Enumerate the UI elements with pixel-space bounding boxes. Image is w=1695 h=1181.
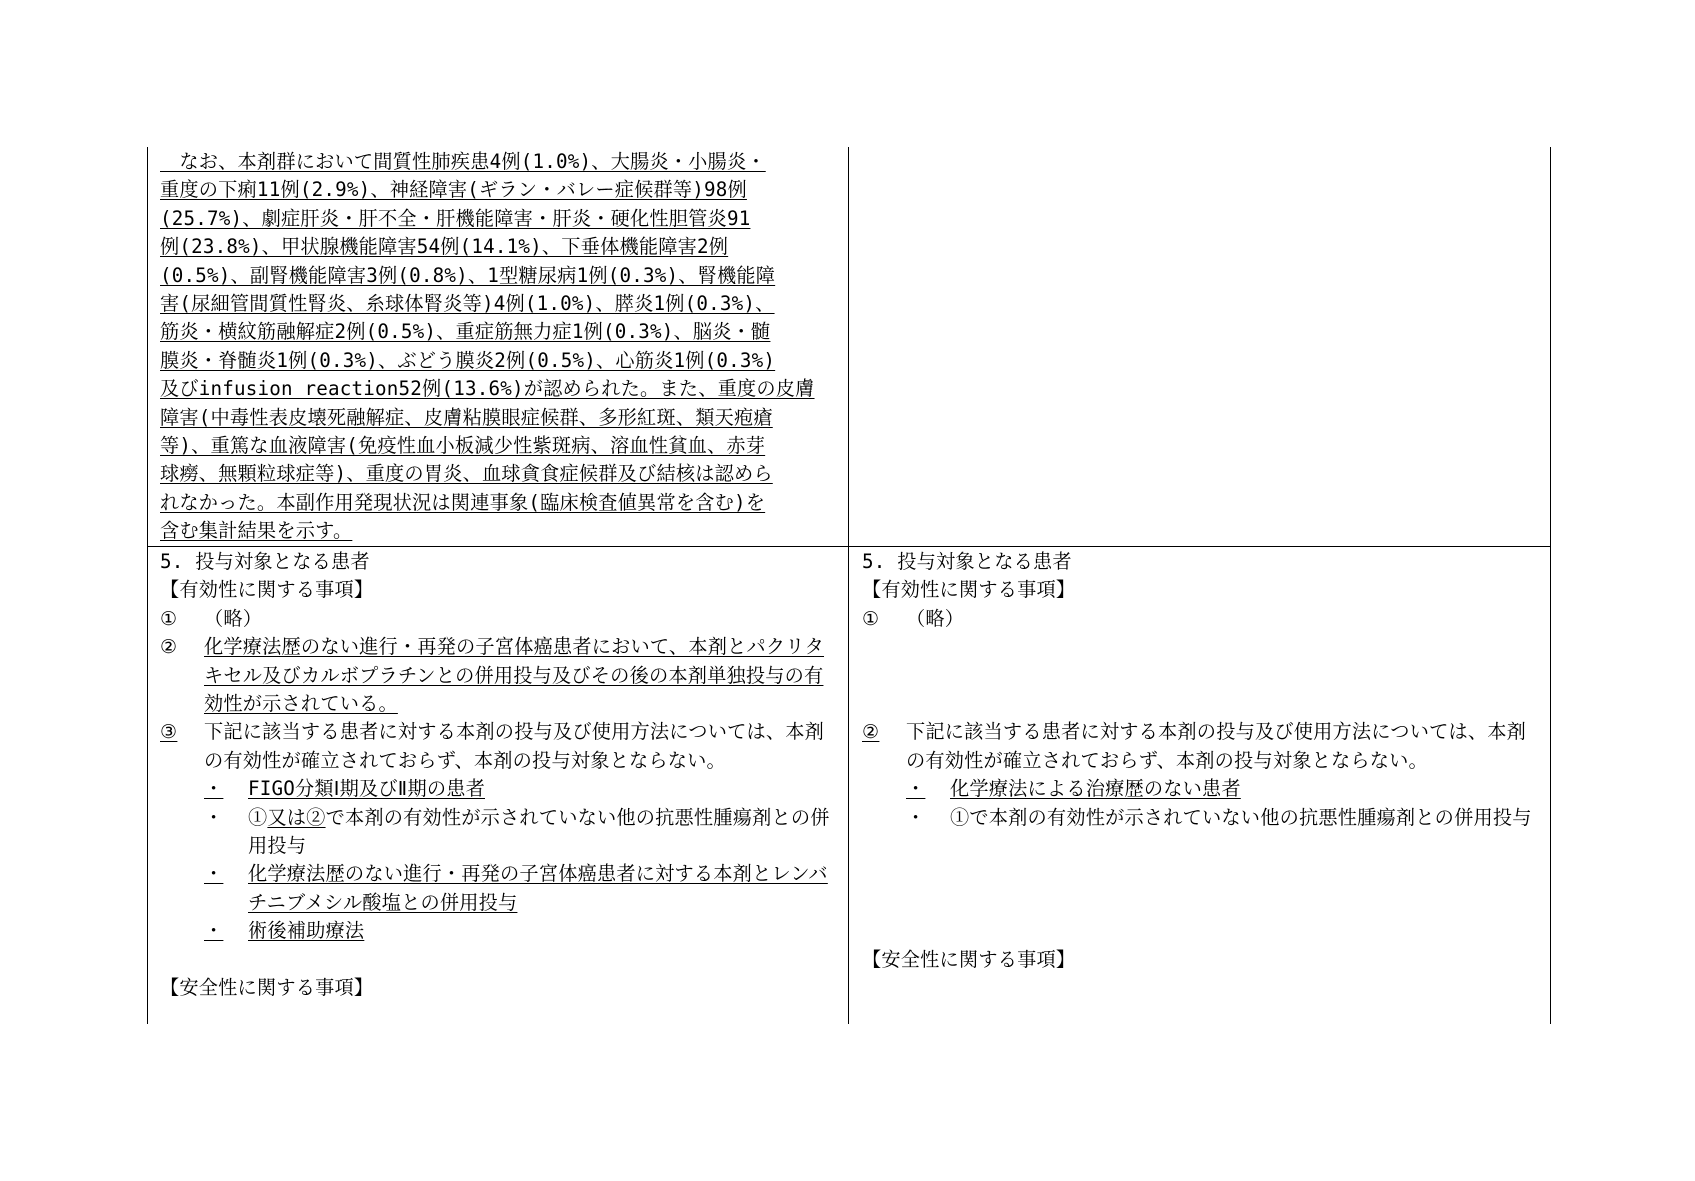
right-spacer-1 <box>862 633 1542 661</box>
left-spacer <box>160 946 840 974</box>
right-item-1 <box>862 605 1542 633</box>
prev-line-2: 重度の下痢11例(2.9%)、神経障害(ギラン・バレー症候群等)98例 <box>160 178 747 202</box>
right-item-2-mark: ② <box>862 720 880 744</box>
right-section-heading: 5. 投与対象となる患者 <box>862 550 1072 573</box>
prev-line-3: (25.7%)、劇症肝炎・肝不全・肝機能障害・肝炎・硬化性胆管炎91 <box>160 206 751 230</box>
left-section-heading: 5. 投与対象となる患者 <box>160 550 370 573</box>
prev-line-9: 及びinfusion reaction52例(13.6%)が認められた。また、重度の皮膚 <box>160 377 815 401</box>
left-bullet-2-pre: ① <box>248 805 268 829</box>
right-spacer-5 <box>862 860 1542 888</box>
left-item-1-text: （略） <box>204 606 263 630</box>
table-border-left <box>147 147 148 1024</box>
prev-line-13: れなかった。本副作用発現状況は関連事象(臨床検査値異常を含む)を <box>160 490 766 514</box>
left-item-2-text: 化学療法歴のない進行・再発の子宮体癌患者において、本剤とパクリタキセル及びカルボプラチンとの併用投与及びその後の本剤単独投与の有効性が示されている。 <box>204 635 825 715</box>
table-row-divider <box>147 546 1551 547</box>
left-item-1-mark: ① <box>160 606 178 630</box>
prev-line-11: 等)、重篤な血液障害(免疫性血小板減少性紫斑病、溶血性貧血、赤芽 <box>160 433 766 457</box>
right-bullet-2 <box>906 804 1542 832</box>
right-bullet-1 <box>906 775 1542 803</box>
right-item-2 <box>862 718 1542 775</box>
prev-line-6: 害(尿細管間質性腎炎、糸球体腎炎等)4例(1.0%)、膵炎1例(0.3%)、 <box>160 291 775 315</box>
left-bullet-1 <box>204 775 840 803</box>
left-bullet-4-mark: ・ <box>204 919 224 943</box>
right-spacer-7 <box>862 917 1542 945</box>
left-item-1 <box>160 605 840 633</box>
right-current-cell <box>862 548 1542 974</box>
left-bullet-2-text <box>248 804 840 861</box>
left-item-3-text: 下記に該当する患者に対する本剤の投与及び使用方法については、本剤の有効性が確立されておらず、本剤の投与対象とならない。 <box>204 720 825 772</box>
right-bullet-1-text: 化学療法による治療歴のない患者 <box>950 777 1241 801</box>
right-item-2-text: 下記に該当する患者に対する本剤の投与及び使用方法については、本剤の有効性が確立されておらず、本剤の投与対象とならない。 <box>906 720 1527 772</box>
right-bullet-2-text: ①で本剤の有効性が示されていない他の抗悪性腫瘍剤との併用投与 <box>950 805 1532 829</box>
right-spacer-2 <box>862 662 1542 690</box>
left-item-3-mark: ③ <box>160 720 178 744</box>
table-border-middle <box>848 147 849 1024</box>
left-bullet-3-mark: ・ <box>204 862 224 886</box>
prev-line-1: なお、本剤群において間質性肺疾患4例(1.0%)、大腸炎・小腸炎・ <box>160 150 766 173</box>
prev-line-8: 膜炎・脊髄炎1例(0.3%)、ぶどう膜炎2例(0.5%)、心筋炎1例(0.3%) <box>160 348 776 372</box>
right-bullet-2-mark: ・ <box>906 805 926 829</box>
left-item-2-mark: ② <box>160 635 178 659</box>
left-bullet-1-mark: ・ <box>204 777 224 801</box>
left-item-3 <box>160 718 840 775</box>
prev-line-5: (0.5%)、副腎機能障害3例(0.8%)、1型糖尿病1例(0.3%)、腎機能障 <box>160 263 776 287</box>
previous-section-cell <box>160 148 840 545</box>
left-bullet-2-post: で本剤の有効性が示されていない他の抗悪性腫瘍剤との併用投与 <box>248 805 830 858</box>
left-bullet-2-inserted: 又は② <box>267 805 326 829</box>
left-bullet-4-text: 術後補助療法 <box>248 919 365 943</box>
left-bullet-3-text: 化学療法歴のない進行・再発の子宮体癌患者に対する本剤とレンバチニブメシル酸塩との併用投与 <box>248 862 828 914</box>
prev-line-7: 筋炎・横紋筋融解症2例(0.5%)、重症筋無力症1例(0.3%)、脳炎・髄 <box>160 320 771 344</box>
left-safety-header: 【安全性に関する事項】 <box>160 976 374 1000</box>
left-bullet-3 <box>204 860 840 917</box>
right-spacer-6 <box>862 889 1542 917</box>
prev-line-14: 含む集計結果を示す。 <box>160 519 353 543</box>
table-border-right <box>1550 147 1551 1024</box>
left-item-2 <box>160 633 840 718</box>
left-revised-cell <box>160 548 840 1002</box>
right-item-1-text: （略） <box>906 606 965 630</box>
prev-line-12: 球癆、無顆粒球症等)、重度の胃炎、血球貪食症候群及び結核は認めら <box>160 462 773 486</box>
prev-line-10: 障害(中毒性表皮壊死融解症、皮膚粘膜眼症候群、多形紅斑、類天疱瘡 <box>160 405 773 429</box>
right-spacer-3 <box>862 690 1542 718</box>
left-bullet-4 <box>204 917 840 945</box>
left-efficacy-header: 【有効性に関する事項】 <box>160 578 374 602</box>
right-safety-header: 【安全性に関する事項】 <box>862 947 1076 971</box>
right-bullet-1-mark: ・ <box>906 777 926 801</box>
left-bullet-2 <box>204 804 840 861</box>
prev-line-4: 例(23.8%)、甲状腺機能障害54例(14.1%)、下垂体機能障害2例 <box>160 235 729 259</box>
right-spacer-4 <box>862 832 1542 860</box>
left-bullet-1-text: FIGO分類Ⅰ期及びⅡ期の患者 <box>248 777 485 801</box>
right-efficacy-header: 【有効性に関する事項】 <box>862 578 1076 602</box>
left-bullet-2-mark: ・ <box>204 805 224 829</box>
right-item-1-mark: ① <box>862 606 880 630</box>
